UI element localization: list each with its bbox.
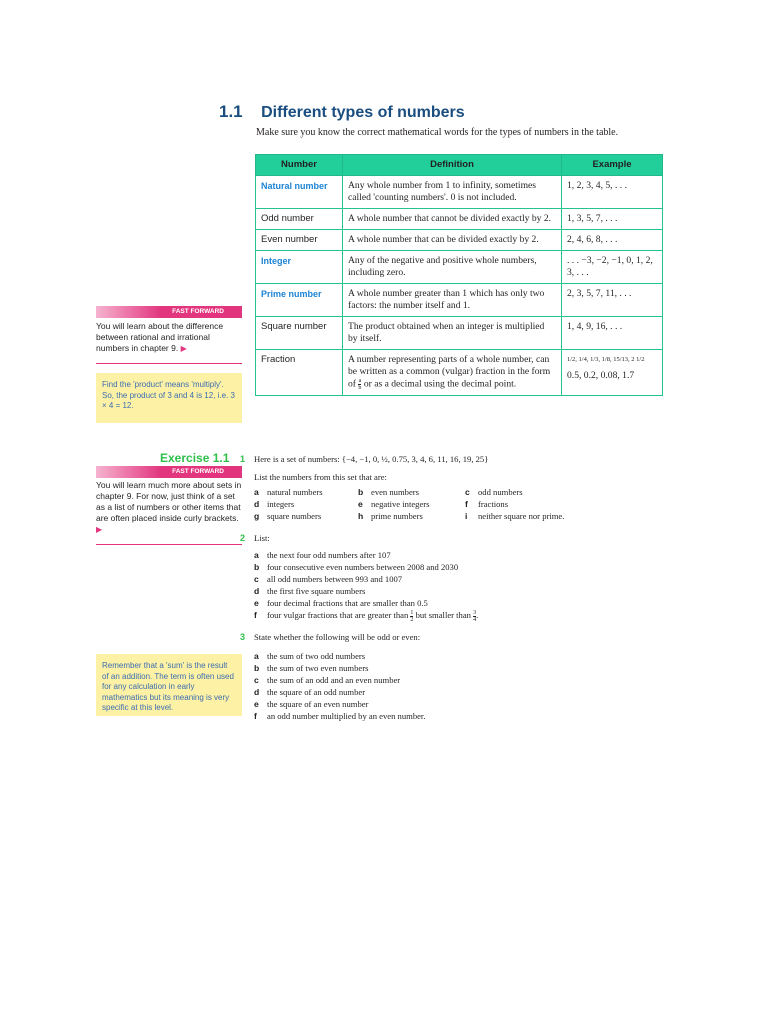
list-item: f four vulgar fractions that are greater than $\frac{1}{2}$ but smaller than $\frac{3}{4}$ . — [254, 609, 479, 623]
section-intro: Make sure you know the correct mathematical words for the types of numbers in the table. — [256, 127, 619, 138]
fast-forward-label: FAST FORWARD — [172, 308, 224, 315]
term-cell: Prime number — [256, 284, 343, 317]
list-item: c the sum of an odd and an even number — [254, 675, 401, 685]
example-cell: . . . −3, −2, −1, 0, 1, 2, 3, . . . — [562, 251, 663, 284]
example-cell: 2, 3, 5, 7, 11, . . . — [562, 284, 663, 317]
example-cell: 1, 4, 9, 16, . . . — [562, 317, 663, 350]
term-cell: Even number — [256, 230, 343, 251]
divider — [96, 363, 242, 364]
definition-cell: Any whole number from 1 to infinity, sometimes called 'counting numbers'. 0 is not included. — [343, 176, 562, 209]
question-text: Here is a set of numbers: {−4, −1, 0, ½, 0.75, 3, 4, 6, 11, 16, 19, 25} — [254, 454, 489, 464]
question-number: 1 — [240, 454, 246, 464]
list-item: i neither square nor prime. — [465, 511, 565, 521]
table-header-row — [256, 155, 663, 176]
tip-box: Remember that a 'sum' is the result of an addition. The term is often used for any calculation in early mathematics but its meaning is very specific at this level. — [96, 654, 242, 716]
list-item: d integers — [254, 499, 295, 509]
section-heading — [219, 102, 465, 122]
definition-cell: A whole number that can be divided exactly by 2. — [343, 230, 562, 251]
list-item: b the sum of two even numbers — [254, 663, 369, 673]
question-text: State whether the following will be odd or even: — [254, 632, 421, 642]
list-item: a natural numbers — [254, 487, 323, 497]
list-item: b even numbers — [358, 487, 419, 497]
term-cell: Natural number — [256, 176, 343, 209]
section-number: 1.1 — [219, 102, 243, 121]
arrow-icon: ▶ — [96, 525, 103, 534]
list-item: d the first five square numbers — [254, 586, 366, 596]
fraction-examples: 1/2, 1/4, 1/3, 1/8, 15/13, 2 1/2 — [567, 356, 645, 363]
definition-cell: Any of the negative and positive whole numbers, including zero. — [343, 251, 562, 284]
fast-forward-tag — [96, 306, 242, 318]
question-number: 3 — [240, 632, 246, 642]
pointer-arrow-icon — [230, 306, 238, 318]
fraction: $\frac{3}{4}$ — [473, 609, 477, 623]
list-item: f an odd number multiplied by an even number. — [254, 711, 426, 721]
term-cell: Odd number — [256, 209, 343, 230]
table-row — [256, 284, 663, 317]
fraction: $\frac{1}{2}$ — [410, 609, 414, 623]
table-row — [256, 209, 663, 230]
question-options — [254, 549, 478, 623]
definition-cell: A whole number that cannot be divided exactly by 2. — [343, 209, 562, 230]
definition-cell: The product obtained when an integer is multiplied by itself. — [343, 317, 562, 350]
example-cell: 1, 3, 5, 7, . . . — [562, 209, 663, 230]
question-text: List: — [254, 533, 270, 543]
fast-forward-label: FAST FORWARD — [172, 468, 224, 475]
section-title: Different types of numbers — [261, 104, 465, 121]
exercise-title: Exercise 1.1 — [160, 451, 230, 465]
list-item: g square numbers — [254, 511, 322, 521]
list-item: c all odd numbers between 993 and 1007 — [254, 574, 403, 584]
fast-forward-text: You will learn much more about sets in chapter 9. For now, just think of a set as a list of numbers or other items that are often placed inside curly brackets. ▶ — [96, 480, 242, 534]
tip-box: Find the 'product' means 'multiply'. So, the product of 3 and 4 is 12, i.e. 3 × 4 = 12. — [96, 373, 242, 423]
fraction-definition-text: A number representing parts of a whole number, can be written as a common (vulgar) fraction in the form of — [348, 354, 551, 390]
list-item: e the square of an even number — [254, 699, 369, 709]
list-item: f fractions — [465, 499, 509, 509]
table-row — [256, 230, 663, 251]
table-row — [256, 251, 663, 284]
table-row — [256, 350, 663, 396]
header-example: Example — [562, 155, 663, 176]
list-item: h prime numbers — [358, 511, 423, 521]
list-item: c odd numbers — [465, 487, 523, 497]
term-cell: Integer — [256, 251, 343, 284]
fraction-definition-text-end: or as a decimal using the decimal point. — [363, 378, 517, 390]
question-number: 2 — [240, 533, 246, 543]
example-cell — [562, 350, 663, 396]
list-item: e negative integers — [358, 499, 430, 509]
pointer-arrow-icon — [230, 466, 238, 478]
arrow-icon: ▶ — [180, 344, 187, 353]
question-options — [254, 650, 425, 722]
divider — [96, 544, 242, 545]
fast-forward-text: You will learn about the difference between rational and irrational numbers in chapter 9. ▶ — [96, 321, 224, 353]
header-number: Number — [256, 155, 343, 176]
term-cell: Fraction — [256, 350, 343, 396]
table-row — [256, 317, 663, 350]
a-over-b-fraction: $\frac{a}{b}$ — [358, 378, 362, 391]
list-item: a the sum of two odd numbers — [254, 651, 366, 661]
header-definition: Definition — [343, 155, 562, 176]
term-cell: Square number — [256, 317, 343, 350]
definition-cell — [343, 350, 562, 396]
list-item: e four decimal fractions that are smaller than 0.5 — [254, 598, 428, 608]
question-prompt: List the numbers from this set that are: — [254, 472, 387, 482]
example-cell: 2, 4, 6, 8, . . . — [562, 230, 663, 251]
list-item: d the square of an odd number — [254, 687, 366, 697]
list-item: b four consecutive even numbers between 2008 and 2030 — [254, 562, 459, 572]
list-item: a the next four odd numbers after 107 — [254, 550, 391, 560]
example-cell: 1, 2, 3, 4, 5, . . . — [562, 176, 663, 209]
table-row — [256, 176, 663, 209]
decimal-examples: 0.5, 0.2, 0.08, 1.7 — [567, 370, 635, 381]
fast-forward-tag — [96, 466, 242, 478]
definition-cell: A whole number greater than 1 which has only two factors: the number itself and 1. — [343, 284, 562, 317]
number-types-table — [255, 154, 663, 396]
